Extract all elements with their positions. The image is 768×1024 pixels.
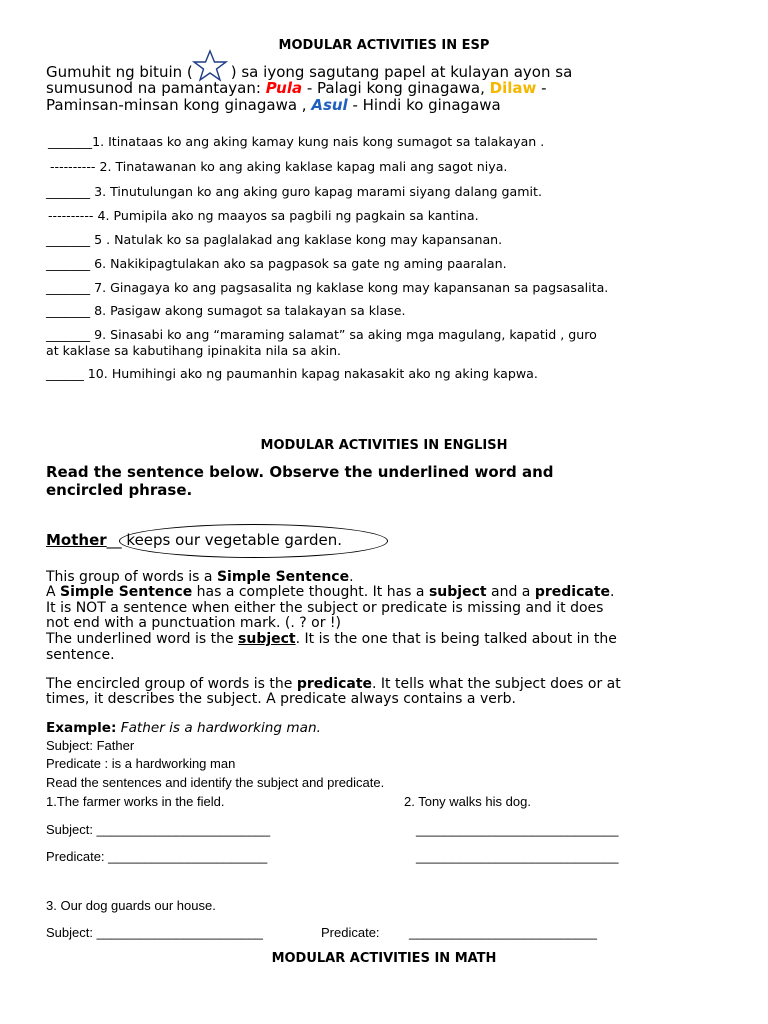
para-5	[46, 632, 617, 648]
q1-predicate-field[interactable]: Predicate: ______________________	[46, 849, 268, 864]
para-4: not end with a punctuation mark. (. ? or !)	[46, 615, 341, 631]
para-2	[46, 585, 614, 601]
dilaw-label: Dilaw	[489, 79, 537, 97]
p2-g: .	[610, 584, 615, 600]
esp-item-9-cont: at kaklase sa kabutihang ipinakita nila sa akin.	[46, 343, 342, 358]
esp-item-10: ______ 10. Humihingi ako ng paumanhin kapag nakasakit ako ng aking kapwa.	[46, 366, 538, 381]
p1-c: .	[349, 569, 354, 585]
p2-f: predicate	[534, 584, 611, 600]
p5-a: The underlined word is the	[46, 631, 239, 647]
question-1: 1.The farmer works in the field.	[46, 794, 225, 809]
english-instruction-2: encircled phrase.	[46, 481, 193, 499]
p5-c: . It is the one that is being talked about in the	[295, 631, 617, 647]
esp-item-1: _______1. Itinataas ko ang aking kamay kung nais kong sumagot sa talakayan .	[48, 134, 545, 149]
star-icon	[193, 63, 231, 77]
p7-c: . It tells what the subject does or at	[372, 676, 621, 692]
p2-b: Simple Sentence	[60, 584, 193, 600]
esp-item-4: ---------- 4. Pumipila ako ng maayos sa pagbili ng pagkain sa kantina.	[48, 208, 479, 223]
esp-intro-a: Gumuhit ng bituin (	[46, 63, 193, 81]
p2-e: and a	[486, 584, 535, 600]
english-instruction-1: Read the sentence below. Observe the underlined word and	[46, 463, 554, 481]
q1-subject-field[interactable]: Subject: ________________________	[46, 822, 271, 837]
esp-intro-line-2	[46, 80, 547, 97]
p1-b: Simple Sentence	[216, 569, 350, 585]
q3-predicate-label: Predicate:	[321, 925, 380, 940]
p5-b: subject	[238, 631, 296, 647]
esp-intro-b: ) sa iyong sagutang papel at kulayan ayon sa	[230, 63, 573, 81]
para-8: times, it describes the subject. A predicate always contains a verb.	[46, 691, 516, 707]
esp-item-6: _______ 6. Nakikipagtulakan ako sa pagpasok sa gate ng aming paaralan.	[46, 256, 507, 271]
example-text: Father is a hardworking man.	[116, 720, 321, 736]
q2-predicate-field[interactable]: ____________________________	[416, 849, 619, 864]
example-subject: Subject: Father	[46, 738, 135, 753]
para-6: sentence.	[46, 647, 115, 663]
task-instruction: Read the sentences and identify the subject and predicate.	[46, 775, 385, 790]
p1-a: This group of words is a	[46, 569, 217, 585]
q3-predicate-field[interactable]: __________________________	[409, 925, 597, 940]
esp-item-3: _______ 3. Tinutulungan ko ang aking guro kapag marami siyang dalang gamit.	[46, 184, 542, 199]
english-title: MODULAR ACTIVITIES IN ENGLISH	[260, 438, 508, 453]
esp-intro-line-3	[46, 97, 501, 114]
example-line	[46, 720, 321, 736]
predicate-circle	[119, 524, 388, 558]
example-predicate: Predicate : is a hardworking man	[46, 756, 236, 771]
para-3: It is NOT a sentence when either the subject or predicate is missing and it does	[46, 600, 604, 616]
asul-label: Asul	[311, 96, 348, 114]
esp-item-8: _______ 8. Pasigaw akong sumagot sa talakayan sa klase.	[46, 303, 406, 318]
example-label: Example:	[46, 720, 117, 736]
esp-intro-line3-text: Paminsan-minsan kong ginagawa ,	[46, 96, 312, 114]
sentence-blank: __	[106, 531, 122, 549]
sentence-predicate: keeps our vegetable garden.	[121, 531, 343, 549]
p2-c: has a complete thought. It has a	[192, 584, 429, 600]
esp-title: MODULAR ACTIVITIES IN ESP	[278, 38, 490, 53]
esp-item-5: _______ 5 . Natulak ko sa paglalakad ang kaklase kong may kapansanan.	[46, 232, 503, 247]
esp-intro-line2-text: sumusunod na pamantayan:	[46, 79, 266, 97]
pula-desc: - Palagi kong ginagawa,	[302, 79, 490, 97]
pula-label: Pula	[265, 79, 303, 97]
math-title: MODULAR ACTIVITIES IN MATH	[271, 951, 497, 966]
dilaw-dash: -	[536, 79, 547, 97]
p7-a: The encircled group of words is the	[46, 676, 297, 692]
asul-desc: - Hindi ko ginagawa	[347, 96, 501, 114]
esp-item-2: ---------- 2. Tinatawanan ko ang aking kaklase kapag mali ang sagot niya.	[50, 159, 508, 174]
q3-subject-field[interactable]: Subject: _______________________	[46, 925, 263, 940]
question-3: 3. Our dog guards our house.	[46, 898, 216, 913]
p7-b: predicate	[296, 676, 373, 692]
question-2: 2. Tony walks his dog.	[404, 794, 531, 809]
sentence-subject: Mother	[46, 531, 107, 549]
p2-d: subject	[428, 584, 487, 600]
p2-a: A	[46, 584, 61, 600]
q2-subject-field[interactable]: ____________________________	[416, 822, 619, 837]
esp-item-7: _______ 7. Ginagaya ko ang pagsasalita ng kaklase kong may kapansanan sa pagsasalita.	[46, 280, 609, 295]
esp-intro-line-1	[46, 63, 572, 81]
esp-item-9: _______ 9. Sinasabi ko ang “maraming salamat” sa aking mga magulang, kapatid , guro	[46, 327, 597, 342]
